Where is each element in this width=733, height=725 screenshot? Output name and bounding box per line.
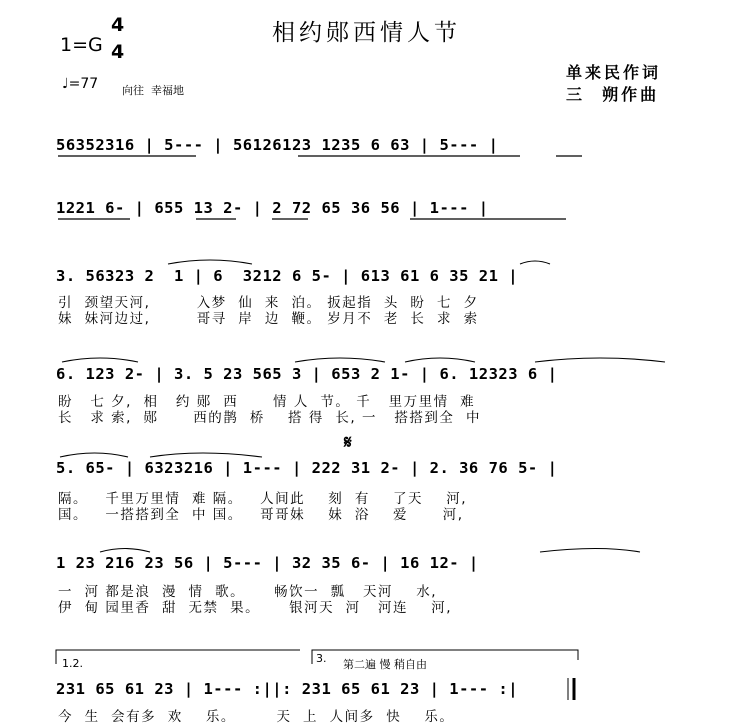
row-4-ties	[62, 358, 665, 362]
time-signature-denominator: 4	[111, 41, 125, 63]
volta-3-instruction: 第二遍 慢 稍自由	[343, 658, 427, 671]
key-signature: 1=G	[60, 34, 103, 56]
score-row-7-lyric: 今 生 会有多 欢 乐。 天 上 人间多 快 乐。	[58, 709, 455, 725]
score-row-4-lyric-verse-1: 盼 七 夕, 相 约 郧 西 情 人 节。 千 里万里情 难	[58, 394, 476, 410]
score-row-2: 1221 6- | 655 13 2- | 2 72 65 36 56 | 1--- |	[56, 199, 489, 217]
score-row-5-lyric-verse-2: 国。 一搭搭到全 中 国。 哥哥妹 妹 浴 爱 河,	[58, 507, 464, 523]
score-row-6-notes: 1 23 216 23 56 | 5--- | 32 35 6- | 16 12- |	[56, 554, 479, 572]
score-row-7-notes: 231 65 61 23 | 1--- :||: 231 65 61 23 | 1--- :|	[56, 680, 519, 698]
score-row-6-lyric-verse-2: 伊 甸 园里香 甜 无禁 果。 银河天 河 河连 河,	[58, 600, 452, 616]
volta-1-2-label: 1.2.	[62, 657, 83, 670]
score-row-3-lyric-verse-2: 妹 妹河边过, 哥寻 岸 边 鞭。 岁月不 老 长 求 索	[58, 311, 479, 327]
score-row-5-notes: 5. 65- | 6323216 | 1--- | 222 31 2- | 2. 36 76 5- |	[56, 459, 558, 477]
row-6-ties	[100, 549, 640, 553]
tempo-marking: ♩=77	[62, 76, 99, 92]
final-barline	[568, 678, 574, 700]
score-row-4-lyric-verse-2: 长 求 索, 郧 西的鹊 桥 搭 得 长, 一 搭搭到全 中	[58, 410, 481, 426]
score-row-4-notes: 6. 123 2- | 3. 5 23 565 3 | 653 2 1- | 6. 12323 6 |	[56, 365, 558, 383]
segno-sign: 𝄋	[344, 432, 352, 453]
row-3-ties	[168, 260, 550, 264]
score-row-3-lyric-verse-1: 引 颈望天河, 入梦 仙 来 泊。 扳起指 头 盼 七 夕	[58, 295, 479, 311]
score-row-1: 56352316 | 5--- | 56126123 1235 6 63 | 5--- |	[56, 136, 499, 154]
score-row-6-lyric-verse-1: 一 河 都是浪 漫 情 歌。 畅饮一 瓢 天河 水,	[58, 584, 437, 600]
song-title: 相约郧西情人节	[272, 20, 461, 46]
row-5-ties	[60, 453, 262, 457]
score-row-3-notes: 3. 56323 2 1 | 6 3212 6 5- | 613 61 6 35 21 |	[56, 267, 519, 285]
score-row-5-lyric-verse-1: 隔。 千里万里情 难 隔。 人间此 刻 有 了天 河,	[58, 491, 467, 507]
lyricist-credit: 单来民作词	[566, 63, 662, 82]
expression-marking: 向往 幸福地	[122, 84, 184, 97]
time-signature-numerator: 4	[111, 14, 125, 36]
volta-brackets	[56, 650, 578, 664]
volta-3-label: 3.	[316, 652, 327, 665]
composer-credit: 三 朔作曲	[566, 85, 660, 104]
